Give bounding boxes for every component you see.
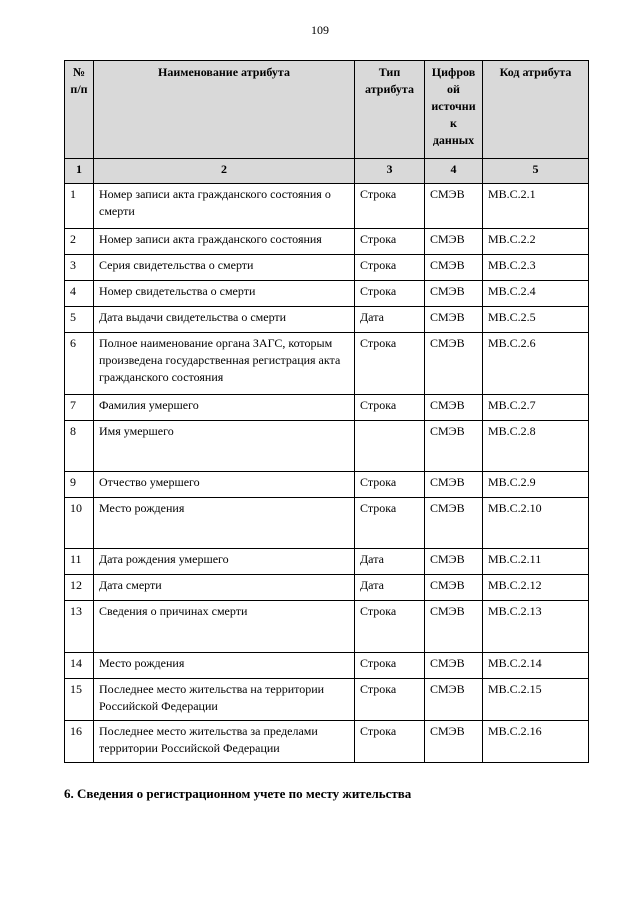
header-line: данных [432,133,475,147]
attribute-table [64,60,589,763]
attribute-code: МВ.С.2.7 [483,395,589,421]
table-row [65,472,589,498]
attribute-code: МВ.С.2.11 [483,549,589,575]
attribute-code: МВ.С.2.4 [483,281,589,307]
header-line: атрибута [365,82,414,96]
table-row [65,679,589,721]
column-number: 1 [65,159,94,184]
row-number: 4 [65,281,94,307]
attribute-type: Строка [355,333,425,395]
attribute-name: Номер свидетельства о смерти [94,281,355,307]
attribute-type: Строка [355,281,425,307]
attribute-name: Дата рождения умершего [94,549,355,575]
row-number: 8 [65,421,94,472]
row-number: 2 [65,229,94,255]
header-line: Код атрибута [499,65,572,79]
table-row [65,498,589,549]
attribute-type: Дата [355,575,425,601]
row-number: 1 [65,184,94,229]
column-number: 3 [355,159,425,184]
attribute-name: Последнее место жительства на территории Российской Федерации [94,679,355,721]
attribute-name: Серия свидетельства о смерти [94,255,355,281]
row-number: 13 [65,601,94,653]
header-cell [65,61,94,159]
attribute-name: Полное наименование органа ЗАГС, которым произведена государственная регистрация акта гражданского состояния [94,333,355,395]
attribute-code: МВ.С.2.3 [483,255,589,281]
attribute-name: Номер записи акта гражданского состояния [94,229,355,255]
data-source: СМЭВ [425,307,483,333]
data-source: СМЭВ [425,575,483,601]
column-number: 5 [483,159,589,184]
attribute-name: Дата выдачи свидетельства о смерти [94,307,355,333]
table-row [65,421,589,472]
table-row [65,281,589,307]
attribute-code: МВ.С.2.5 [483,307,589,333]
header-line: № [72,65,86,79]
attribute-type: Строка [355,472,425,498]
table-row [65,307,589,333]
table-row [65,184,589,229]
row-number: 12 [65,575,94,601]
header-line: Наименование атрибута [158,65,290,79]
data-source: СМЭВ [425,498,483,549]
attribute-name: Номер записи акта гражданского состояния о смерти [94,184,355,229]
attribute-type: Строка [355,395,425,421]
data-source: СМЭВ [425,721,483,763]
attribute-code: МВ.С.2.12 [483,575,589,601]
row-number: 9 [65,472,94,498]
attribute-name: Последнее место жительства за пределами территории Российской Федерации [94,721,355,763]
row-number: 11 [65,549,94,575]
attribute-name: Отчество умершего [94,472,355,498]
attribute-type: Строка [355,653,425,679]
data-source: СМЭВ [425,421,483,472]
row-number: 7 [65,395,94,421]
header-cell [355,61,425,159]
header-row [65,61,589,159]
attribute-code: МВ.С.2.10 [483,498,589,549]
data-source: СМЭВ [425,333,483,395]
header-cell [94,61,355,159]
data-source: СМЭВ [425,255,483,281]
row-number: 16 [65,721,94,763]
data-source: СМЭВ [425,281,483,307]
table-row [65,549,589,575]
header-cell [483,61,589,159]
data-source: СМЭВ [425,472,483,498]
table-row [65,575,589,601]
table-row [65,255,589,281]
table-row [65,395,589,421]
data-source: СМЭВ [425,184,483,229]
attribute-type: Дата [355,307,425,333]
attribute-code: МВ.С.2.15 [483,679,589,721]
attribute-name: Место рождения [94,653,355,679]
table-row [65,229,589,255]
table-row [65,653,589,679]
row-number: 6 [65,333,94,395]
header-line: Цифров [431,65,476,79]
section-heading: 6. Сведения о регистрационном учете по месту жительства [64,786,412,801]
row-number: 10 [65,498,94,549]
header-line: п/п [70,82,88,96]
column-number-row [65,159,589,184]
attribute-code: МВ.С.2.8 [483,421,589,472]
attribute-type: Строка [355,498,425,549]
attribute-code: МВ.С.2.1 [483,184,589,229]
header-line: к [450,116,457,130]
attribute-type: Строка [355,679,425,721]
attribute-code: МВ.С.2.16 [483,721,589,763]
data-source: СМЭВ [425,653,483,679]
attribute-code: МВ.С.2.14 [483,653,589,679]
row-number: 15 [65,679,94,721]
column-number: 4 [425,159,483,184]
header-cell [425,61,483,159]
attribute-code: МВ.С.2.13 [483,601,589,653]
data-source: СМЭВ [425,679,483,721]
data-source: СМЭВ [425,395,483,421]
row-number: 3 [65,255,94,281]
table-row [65,601,589,653]
attribute-type: Строка [355,184,425,229]
attribute-code: МВ.С.2.9 [483,472,589,498]
attribute-code: МВ.С.2.6 [483,333,589,395]
header-line: Тип [378,65,401,79]
table-row [65,721,589,763]
attribute-type: Строка [355,255,425,281]
data-source: СМЭВ [425,229,483,255]
attribute-type: Строка [355,229,425,255]
attribute-name: Сведения о причинах смерти [94,601,355,653]
attribute-type: Дата [355,549,425,575]
attribute-type: Строка [355,721,425,763]
attribute-name: Имя умершего [94,421,355,472]
page-number: 109 [311,23,329,37]
attribute-name: Фамилия умершего [94,395,355,421]
data-source: СМЭВ [425,549,483,575]
header-line: источни [431,99,476,113]
data-source: СМЭВ [425,601,483,653]
attribute-type: Строка [355,601,425,653]
header-line: ой [447,82,460,96]
attribute-code: МВ.С.2.2 [483,229,589,255]
attribute-name: Место рождения [94,498,355,549]
row-number: 5 [65,307,94,333]
table-row [65,333,589,395]
column-number: 2 [94,159,355,184]
row-number: 14 [65,653,94,679]
attribute-name: Дата смерти [94,575,355,601]
attribute-type [355,421,425,472]
